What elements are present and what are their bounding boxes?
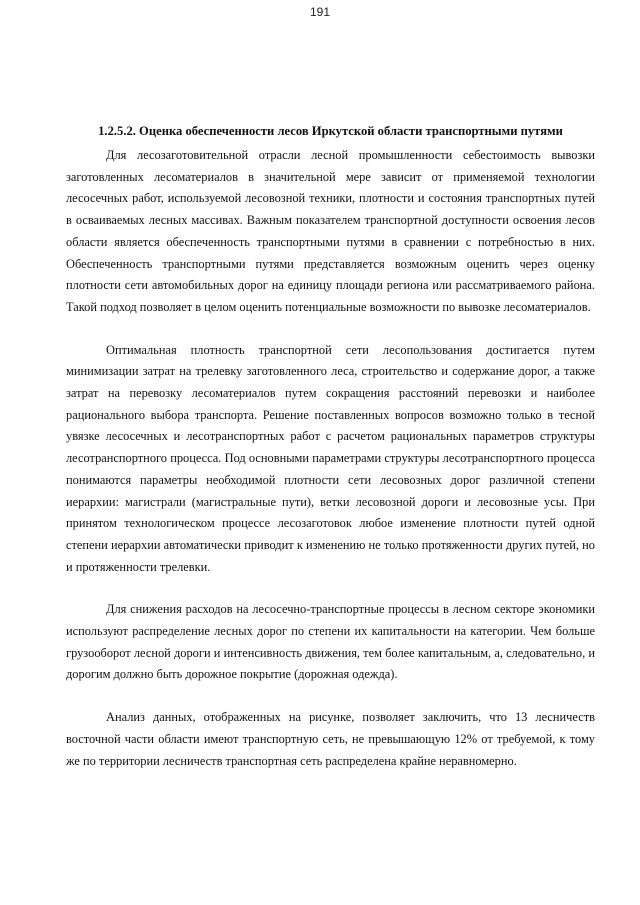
paragraph: Анализ данных, отображенных на рисунке, позволяет заключить, что 13 лесничеств восточной части области имеют транспортную сеть, не превышающую 12% от требуемой, к тому же по территории лесничеств транспортная сеть распределена крайне неравномерно. [66,710,595,768]
section-heading: 1.2.5.2. Оценка обеспеченности лесов Иркутской области транспортными путями [98,124,563,138]
page-number: 191 [309,5,331,19]
page-body [66,123,595,793]
paragraph: Оптимальная плотность транспортной сети лесопользования достигается путем минимизации затрат на трелевку заготовленного леса, строительство и содержание дорог, а также затрат на перевозку лесоматериалов путем сокращения расстояний перевозки и наиболее рационального выбора транспорта. Решение поставленных вопросов возможно только в тесной увязке лесосечных и лесотранспортных работ с расчетом рациональных параметров структуры лесотранспортного процесса. Под основными параметрами структуры лесотранспортного процесса понимаются параметры необходимой плотности сети лесовозных дорог различной степени иерархии: магистрали (магистральные пути), ветки лесовозной дороги и лесовозные усы. При принятом технологическом процессе лесозаготовок любое изменение плотности путей одной степени иерархии автоматически приводит к изменению не только протяженности других путей, но и протяженности трелевки. [66,342,595,574]
paragraph: Для лесозаготовительной отрасли лесной промышленности себестоимость вывозки заготовленных лесоматериалов в значительной мере зависит от применяемой технологии лесосечных работ, используемой лесовозной техники, плотности и состояния транспортных путей в осваиваемых лесных массивах. Важным показателем транспортной доступности освоения лесов области является обеспеченность транспортными путями в сравнении с потребностью в них. Обеспеченность транспортными путями представляется возможным оценить через оценку плотности сети автомобильных дорог на единицу площади региона или рассматриваемого района. Такой подход позволяет в целом оценить потенциальные возможности по вывозке лесоматериалов. [66,148,595,314]
paragraph: Для снижения расходов на лесосечно-транспортные процессы в лесном секторе экономики используют распределение лесных дорог по степени их капитальности на категории. Чем больше грузооборот лесной дороги и интенсивность движения, тем более капитальным, а, следовательно, и дорогим должно быть дорожное покрытие (дорожная одежда). [66,602,595,682]
